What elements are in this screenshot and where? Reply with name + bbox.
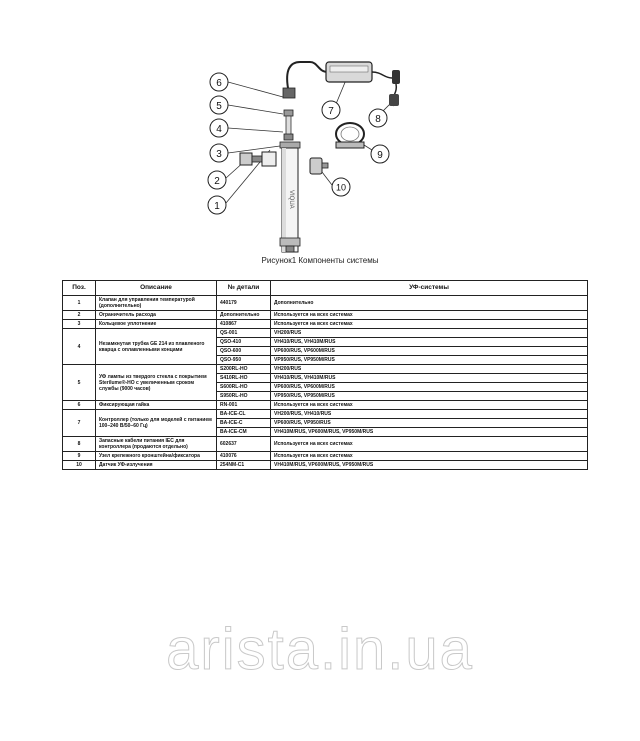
svg-text:3: 3: [216, 149, 222, 160]
cell-uv-systems: VH200/RUS: [271, 329, 588, 338]
callout-1: [208, 196, 226, 214]
cell-pos: 5: [63, 365, 96, 401]
cell-uv-systems: Используется на всех системах: [271, 320, 588, 329]
cell-uv-systems: VH200/RUS: [271, 365, 588, 374]
header-part-number: № детали: [217, 281, 271, 296]
cell-uv-systems: VH410/RUS, VH410M/RUS: [271, 338, 588, 347]
svg-text:8: 8: [375, 114, 381, 125]
callout-4: [210, 119, 228, 137]
cell-part-number: QSO-950: [217, 356, 271, 365]
callout-10: [332, 178, 350, 196]
cell-description: Незамкнутая трубка GE 214 из плавленого кварца с оплавленными концами: [96, 329, 217, 365]
cell-description: Контроллер (только для моделей с питанием 100–240 В/50–60 Гц): [96, 410, 217, 437]
lamp-parts-illustration: [283, 88, 295, 140]
cell-description: Датчик УФ-излучения: [96, 461, 217, 470]
table-row: [63, 410, 588, 419]
svg-text:10: 10: [335, 182, 347, 193]
cell-uv-systems: Используется на всех системах: [271, 401, 588, 410]
cell-uv-systems: VP950/RUS, VP950M/RUS: [271, 392, 588, 401]
table-row: [63, 461, 588, 470]
cell-part-number: 410076: [217, 452, 271, 461]
cell-pos: 3: [63, 320, 96, 329]
cell-description: УФ лампы из твердого стекла с покрытием Sterilume®-HO с увеличенным сроком службы (9000 часов): [96, 365, 217, 401]
table-row: [63, 311, 588, 320]
components-figure: [0, 0, 640, 260]
cell-part-number: S600RL-HO: [217, 383, 271, 392]
cell-pos: 8: [63, 437, 96, 452]
cell-pos: 10: [63, 461, 96, 470]
svg-text:9: 9: [377, 150, 383, 161]
svg-text:6: 6: [216, 78, 222, 89]
cell-part-number: BA-ICE-C: [217, 419, 271, 428]
cell-part-number: RN-001: [217, 401, 271, 410]
bracket-illustration: [336, 123, 364, 148]
table-row: [63, 296, 588, 311]
header-uv-systems: УФ-системы: [271, 281, 588, 296]
cell-uv-systems: VP600/RUS, VP600M/RUS: [271, 347, 588, 356]
cell-part-number: Дополнительно: [217, 311, 271, 320]
tube-label: VIQUA: [288, 190, 294, 209]
table-row: [63, 452, 588, 461]
callout-5: [210, 96, 228, 114]
cell-part-number: QSO-600: [217, 347, 271, 356]
cell-uv-systems: Дополнительно: [271, 296, 588, 311]
callout-7: [322, 101, 340, 119]
cell-uv-systems: Используется на всех системах: [271, 437, 588, 452]
cell-description: Кольцевое уплотнение: [96, 320, 217, 329]
cell-uv-systems: Используется на всех системах: [271, 311, 588, 320]
callout-3: [210, 144, 228, 162]
figure-caption: Рисунок1 Компоненты системы: [261, 256, 379, 265]
cell-pos: 2: [63, 311, 96, 320]
cell-pos: 4: [63, 329, 96, 365]
svg-text:1: 1: [214, 201, 220, 212]
cell-uv-systems: VP600/RUS, VP600M/RUS: [271, 383, 588, 392]
cell-description: Запасные кабели питания IEC для контроллера (продаются отдельно): [96, 437, 217, 452]
svg-text:2: 2: [214, 176, 220, 187]
parts-table-body: [63, 296, 588, 470]
controller-illustration: [326, 62, 392, 82]
power-cord-illustration: [389, 70, 400, 106]
cell-part-number: QSO-410: [217, 338, 271, 347]
cell-uv-systems: VH410M/RUS, VP600M/RUS, VP950M/RUS: [271, 461, 588, 470]
callout-6: [210, 73, 228, 91]
header-description: Описание: [96, 281, 217, 296]
cell-part-number: 410867: [217, 320, 271, 329]
cell-pos: 6: [63, 401, 96, 410]
cell-part-number: QS-001: [217, 329, 271, 338]
callout-8: [369, 109, 387, 127]
svg-text:7: 7: [328, 106, 334, 117]
svg-text:4: 4: [216, 124, 222, 135]
cell-description: Клапан для управления температурой (дополнительно): [96, 296, 217, 311]
cell-description: Узел крепежного кронштейна/фиксатора: [96, 452, 217, 461]
cell-part-number: S950RL-HO: [217, 392, 271, 401]
cell-description: Ограничитель расхода: [96, 311, 217, 320]
cell-part-number: 254NM-C1: [217, 461, 271, 470]
cell-pos: 7: [63, 410, 96, 437]
cell-part-number: BA-ICE-CL: [217, 410, 271, 419]
cell-description: Фиксирующая гайка: [96, 401, 217, 410]
cell-part-number: BA-ICE-CM: [217, 428, 271, 437]
uv-sensor-illustration: [310, 158, 328, 174]
table-row: [63, 401, 588, 410]
svg-text:5: 5: [216, 101, 222, 112]
cell-part-number: S200RL-HO: [217, 365, 271, 374]
cell-part-number: 602637: [217, 437, 271, 452]
table-row: [63, 320, 588, 329]
table-header-row: [63, 281, 588, 296]
header-pos: Поз.: [63, 281, 96, 296]
cell-uv-systems: VH200/RUS, VH410/RUS: [271, 410, 588, 419]
callout-9: [371, 145, 389, 163]
cell-pos: 9: [63, 452, 96, 461]
parts-table: [62, 280, 588, 470]
cell-pos: 1: [63, 296, 96, 311]
cell-uv-systems: Используется на всех системах: [271, 452, 588, 461]
uv-chamber-illustration: [280, 142, 300, 252]
table-row: [63, 365, 588, 374]
table-row: [63, 329, 588, 338]
cell-uv-systems: VP600/RUS, VP950/RUS: [271, 419, 588, 428]
callout-2: [208, 171, 226, 189]
cell-uv-systems: VP950/RUS, VP950M/RUS: [271, 356, 588, 365]
watermark: arista.in.ua: [166, 617, 474, 682]
cell-part-number: 440179: [217, 296, 271, 311]
cell-part-number: S410RL-HO: [217, 374, 271, 383]
cell-uv-systems: VH410M/RUS, VP600M/RUS, VP950M/RUS: [271, 428, 588, 437]
table-row: [63, 437, 588, 452]
cell-uv-systems: VH410/RUS, VH410M/RUS: [271, 374, 588, 383]
